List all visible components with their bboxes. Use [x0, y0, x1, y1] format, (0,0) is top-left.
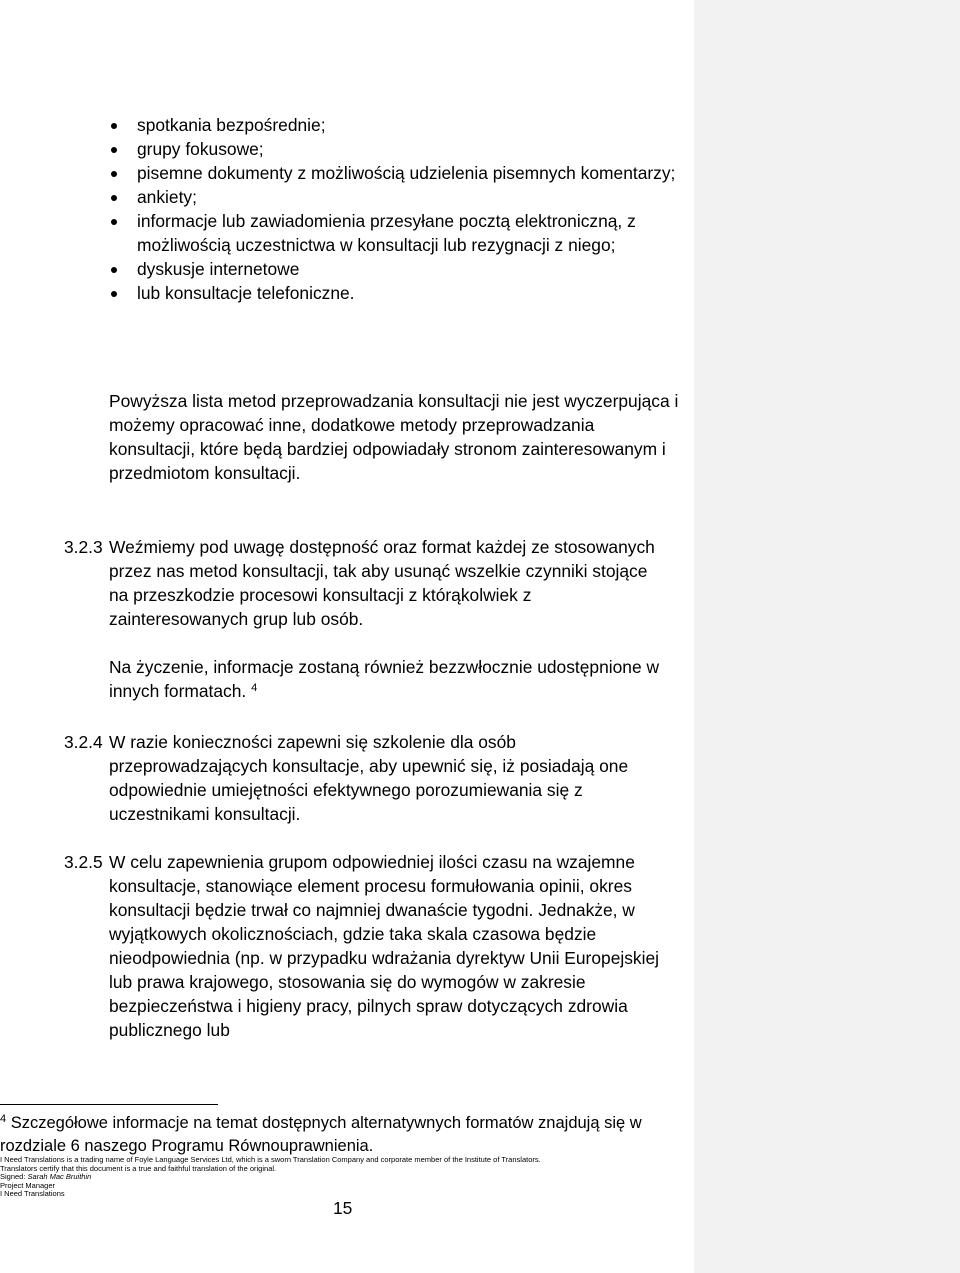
- bullet-icon: [111, 195, 117, 201]
- translator-company-note: I Need Translations is a trading name of Foyle Language Services Ltd, which is a sworn Translation Company and corporate member of the Institute of Translators.: [0, 1155, 541, 1164]
- bullet-icon: [111, 291, 117, 297]
- bullet-icon: [111, 171, 117, 177]
- footnote-text: Szczegółowe informacje na temat dostępnych alternatywnych formatów znajdują się w rozdziale 6 naszego Programu Równouprawnienia.: [0, 1114, 642, 1155]
- section-3-2-5: [64, 850, 664, 1042]
- list-item: grupy fokusowe;: [104, 137, 684, 161]
- section-text: W razie konieczności zapewni się szkolenie dla osób przeprowadzających konsultacje, aby upewnić się, iż posiadają one odpowiednie umiejętności efektywnego porozumiewania się z uczestnikami konsultacji.: [109, 732, 629, 824]
- methods-note-paragraph: Powyższa lista metod przeprowadzania konsultacji nie jest wyczerpująca i możemy opracować inne, dodatkowe metody przeprowadzania konsultacji, które będą bardziej odpowiadały stronom zainteresowanym i przedmiotom konsultacji.: [109, 391, 679, 483]
- list-item: spotkania bezpośrednie;: [104, 113, 684, 137]
- section-3-2-4: [64, 730, 664, 826]
- list-item: dyskusje internetowe: [104, 257, 684, 281]
- bullet-icon: [111, 123, 117, 129]
- section-number: 3.2.4: [64, 732, 103, 752]
- bullet-icon: [111, 219, 117, 225]
- list-item: lub konsultacje telefoniczne.: [104, 281, 684, 305]
- bullet-icon: [111, 147, 117, 153]
- translator-certification: Translators certify that this document is a true and faithful translation of the original.: [0, 1163, 277, 1173]
- translator-company: I Need Translations: [0, 1189, 65, 1199]
- page-number: 15: [333, 1198, 353, 1218]
- footnote-marker: 4: [0, 1113, 7, 1125]
- list-item: ankiety;: [104, 185, 684, 209]
- translator-signature: Signed: Sarah Mac Bruithin: [0, 1172, 92, 1182]
- section-text: Weźmiemy pod uwagę dostępność oraz format każdej ze stosowanych przez nas metod konsultacji, tak aby usunąć wszelkie czynniki stojące na przeszkodzie procesowi konsultacji z którąkolwiek z zainteresowanych grup lub osób.: [109, 537, 655, 629]
- consultation-methods-list: [104, 113, 684, 305]
- list-item: informacje lub zawiadomienia przesyłane pocztą elektroniczną, z możliwością uczestnictwa w konsultacji lub rezygnacji z niego;: [104, 209, 684, 257]
- translator-role: Project Manager: [0, 1180, 56, 1190]
- bullet-icon: [111, 267, 117, 273]
- section-number: 3.2.3: [64, 537, 103, 557]
- footnote: [0, 1112, 680, 1158]
- section-text: W celu zapewnienia grupom odpowiedniej ilości czasu na wzajemne konsultacje, stanowiące element procesu formułowania opinii, okres konsultacji będzie trwał co najmniej dwanaście tygodni. Jednakże, w wyjątkowych okolicznościach, gdzie taka skala czasowa będzie nieodpowiednia (np. w przypadku wdrażania dyrektyw Unii Europejskiej lub prawa krajowego, stosowania się do wymogów w zakresie bezpieczeństwa i higieny pracy, pilnych spraw dotyczących zdrowia publicznego lub: [109, 852, 660, 1040]
- list-item: pisemne dokumenty z możliwością udzielenia pisemnych komentarzy;: [104, 161, 684, 185]
- section-number: 3.2.5: [64, 852, 103, 872]
- alternative-formats-paragraph: Na życzenie, informacje zostaną również bezzwłocznie udostępnione w innych formatach. $^4$: [109, 657, 660, 701]
- footnote-reference[interactable]: 4: [251, 682, 258, 694]
- section-3-2-3-extra: [64, 655, 664, 706]
- section-3-2-3: [64, 535, 664, 631]
- footnote-separator: [0, 1104, 218, 1105]
- comment-margin-panel: [694, 0, 960, 1273]
